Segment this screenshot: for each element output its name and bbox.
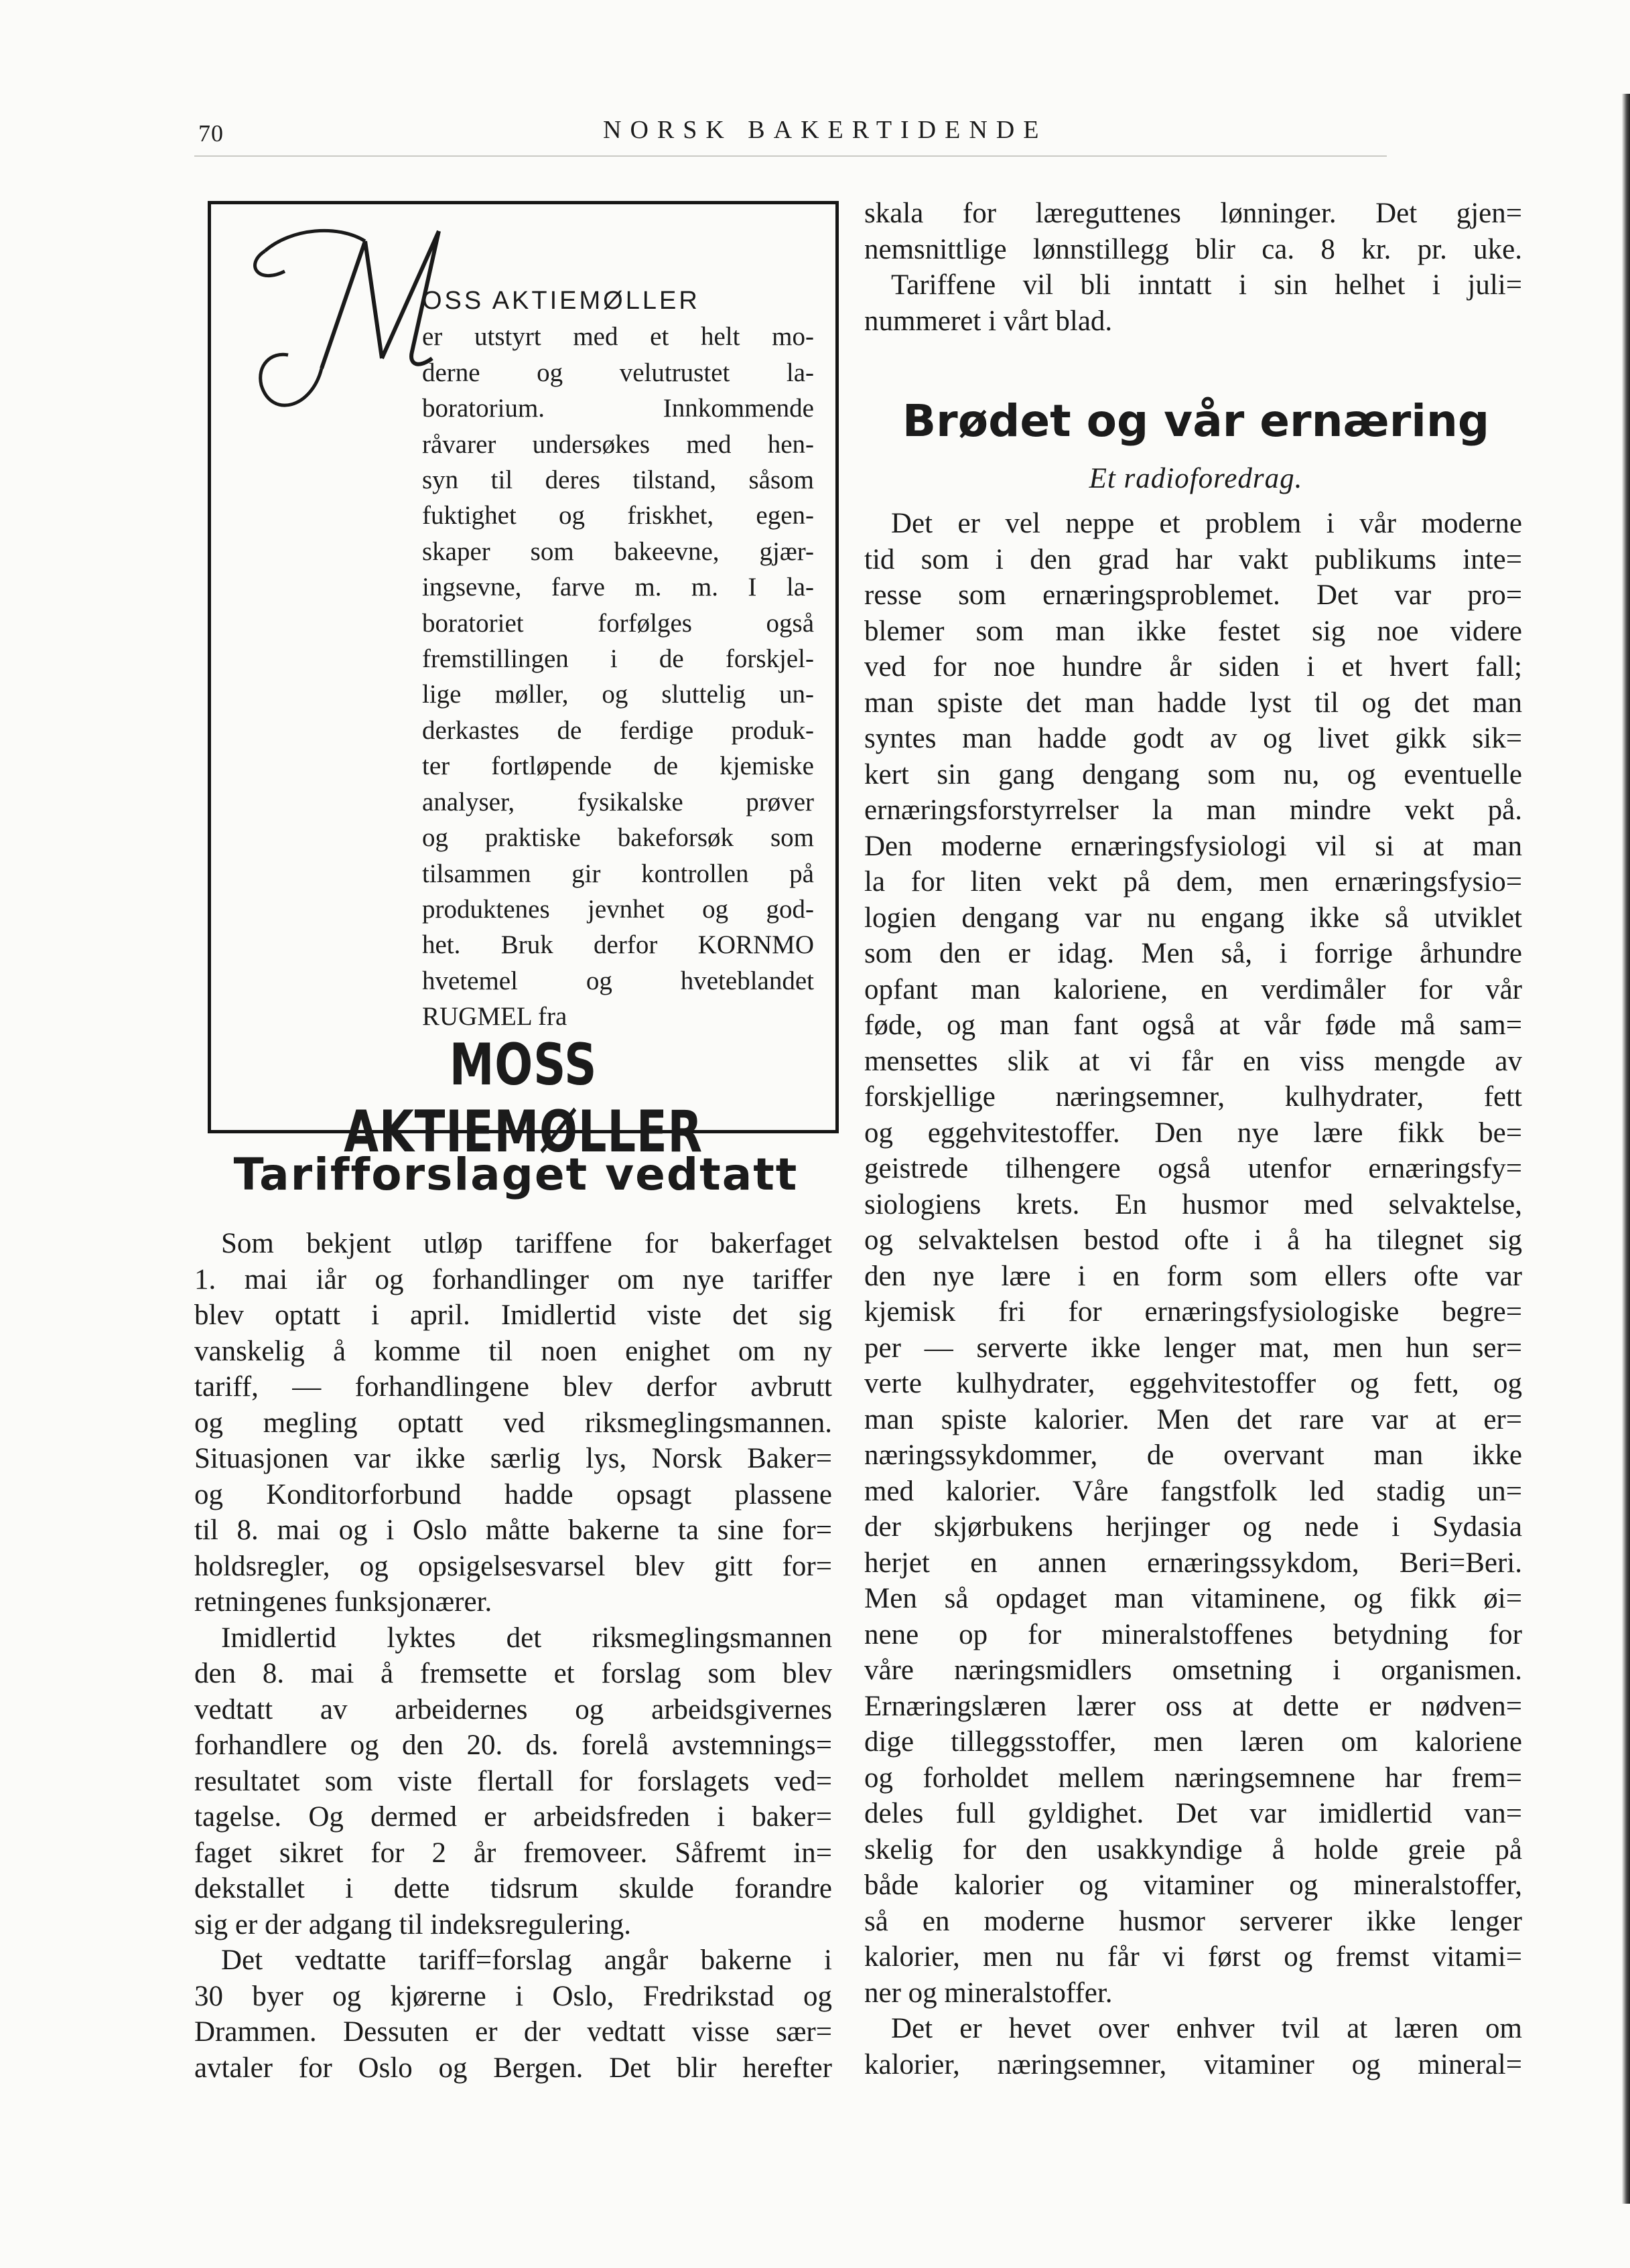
text-line: vanskelig å komme til noen enighet om ny [194, 1335, 832, 1367]
text-line: Det er hevet over enhver tvil at læren om [891, 2013, 1522, 2044]
text-line: logien dengang var nu engang ikke så utviklet [864, 902, 1522, 934]
text-line: og forholdet mellem næringsemnene har frem= [864, 1762, 1522, 1794]
text-line: så en moderne husmor serverer ikke lenger [864, 1905, 1522, 1937]
text-line: dige tilleggsstoffer, men læren om kaloriene [864, 1726, 1522, 1758]
text-line: Drammen. Dessuten er der vedtatt visse sær= [194, 2016, 832, 2048]
ad-line: OSS AKTIEMØLLER [422, 287, 700, 315]
tariff-article-body [194, 1226, 832, 2086]
text-line: nemsnittlige lønnstillegg blir ca. 8 kr. pr. uke. [864, 233, 1522, 265]
text-line: nummeret i vårt blad. [864, 305, 1113, 337]
text-line: kalorier, men nu får vi først og fremst vitami= [864, 1941, 1522, 1973]
text-line: resse som ernæringsproblemet. Det var pro= [864, 579, 1522, 611]
text-line: Det er vel neppe et problem i vår moderne [891, 508, 1522, 539]
ad-line: fuktighet og friskhet, egen- [422, 501, 814, 530]
text-line: ner og mineralstoffer. [864, 1977, 1113, 2009]
text-line: herjet en annen ernæringssykdom, Beri=Beri. [864, 1547, 1522, 1579]
text-line: Ernæringslæren lærer oss at dette er nødven= [864, 1690, 1522, 1722]
tariff-article-continuation [864, 196, 1522, 339]
text-line: man spiste kalorier. Men det rare var at er= [864, 1403, 1522, 1435]
header-rule [194, 155, 1387, 157]
text-line: siologiens krets. En husmor med selvaktelse, [864, 1188, 1522, 1220]
ad-line: er utstyrt med et helt mo- [422, 322, 814, 352]
text-line: syntes man hadde godt av og livet gikk sik= [864, 723, 1522, 754]
text-line: dekstallet i dette tidsrum skulde forandre [194, 1873, 832, 1904]
text-line: den nye lære i en form som ellers ofte var [864, 1260, 1522, 1292]
text-line: vedtatt av arbeidernes og arbeidsgivernes [194, 1693, 832, 1725]
ad-line: tilsammen gir kontrollen på [422, 859, 814, 888]
text-line: næringssykdommer, de overvant man ikke [864, 1439, 1522, 1471]
text-line: og eggehvitestoffer. Den nye lære fikk be= [864, 1117, 1522, 1149]
text-line: retningenes funksjonærer. [194, 1586, 492, 1618]
ad-line: lige møller, og sluttelig un- [422, 680, 814, 709]
ad-line: råvarer undersøkes med hen- [422, 429, 814, 459]
ad-line: ingsevne, farve m. m. I la- [422, 573, 814, 602]
text-line: holdsregler, og opsigelsesvarsel blev gitt for= [194, 1550, 832, 1582]
text-line: resultatet som viste flertall for forslagets ved= [194, 1765, 832, 1797]
text-line: og megling optatt ved riksmeglingsmannen. [194, 1407, 832, 1439]
page-edge-shadow [1622, 94, 1630, 2204]
text-line: forhandlere og den 20. ds. forelå avstemnings= [194, 1729, 832, 1761]
text-line: man spiste det man hadde lyst til og det man [864, 687, 1522, 719]
ad-line: ter fortløpende de kjemiske [422, 752, 814, 781]
nutrition-article-subtitle: Et radioforedrag. [1089, 463, 1303, 494]
text-line: våre næringsmidlers omsetning i organismen. [864, 1654, 1522, 1686]
text-line: Tariffene vil bli inntatt i sin helhet i juli= [891, 269, 1522, 301]
text-line: tariff, — forhandlingene blev derfor avbrutt [194, 1371, 832, 1403]
text-line: der skjørbukens herjinger og nede i Sydasia [864, 1511, 1522, 1543]
text-line: føde, og man fant også at vår føde må sam= [864, 1009, 1522, 1041]
page-number: 70 [198, 120, 224, 147]
running-title: NORSK BAKERTIDENDE [603, 116, 1048, 144]
text-line: Situasjonen var ikke særlig lys, Norsk Baker= [194, 1443, 832, 1474]
paragraph [864, 2011, 1522, 2082]
ad-line: boratorium. Innkommende [422, 394, 814, 423]
text-line: Som bekjent utløp tariffene for bakerfaget [221, 1228, 832, 1259]
text-line: per — serverte ikke lenger mat, men hun ser= [864, 1332, 1522, 1364]
text-line: verte kulhydrater, eggehvitestoffer og fett, og [864, 1368, 1522, 1399]
ad-line: hvetemel og hveteblandet [422, 966, 814, 995]
text-line: som den er idag. Men så, i forrige århundre [864, 938, 1522, 969]
text-line: opfant man kaloriene, en verdimåler for vår [864, 973, 1522, 1005]
text-line: med kalorier. Våre fangstfolk led stadig un= [864, 1475, 1522, 1507]
text-line: kjemisk fri for ernæringsfysiologiske begre= [864, 1296, 1522, 1328]
ad-line: derne og velutrustet la- [422, 358, 814, 387]
text-line: både kalorier og vitaminer og mineralstoffer, [864, 1869, 1522, 1901]
text-line: faget sikret for 2 år fremoveer. Såfremt in= [194, 1837, 832, 1869]
ad-line: derkastes de ferdige produk- [422, 715, 814, 745]
nutrition-article-body [864, 506, 1522, 2082]
paragraph [864, 506, 1522, 2011]
text-line: til 8. mai og i Oslo måtte bakerne ta sine for= [194, 1514, 832, 1546]
paragraph [864, 267, 1522, 339]
text-line: mensettes slik at vi får en viss mengde av [864, 1045, 1522, 1077]
paragraph [194, 1942, 832, 2086]
text-line: Men så opdaget man vitaminene, og fikk øi= [864, 1583, 1522, 1614]
ad-line: og praktiske bakeforsøk som [422, 823, 814, 853]
text-line: tagelse. Og dermed er arbeidsfreden i baker= [194, 1801, 832, 1833]
ad-company-name: MOSS AKTIEMØLLER [344, 1032, 703, 1165]
text-line: Imidlertid lyktes det riksmeglingsmannen [221, 1622, 832, 1654]
text-line: nene op for mineralstoffenes betydning for [864, 1618, 1522, 1650]
ad-line: RUGMEL fra [422, 1002, 567, 1032]
text-line: skelig for den usakkyndige å holde greie på [864, 1833, 1522, 1865]
ad-line: het. Bruk derfor KORNMO [422, 930, 814, 960]
text-line: Det vedtatte tariff=forslag angår bakerne i [221, 1944, 832, 1976]
text-line: sig er der adgang til indeksregulering. [194, 1908, 631, 1940]
ad-line: skaper som bakeevne, gjær- [422, 537, 814, 566]
text-line: og Konditorforbund hadde opsagt plassene [194, 1478, 832, 1510]
paragraph [864, 196, 1522, 267]
text-line: forskjellige næringsemner, kulhydrater, fett [864, 1081, 1522, 1113]
text-line: ved for noe hundre år siden i et hvert fall; [864, 651, 1522, 683]
text-line: kert sin gang dengang som nu, og eventuelle [864, 758, 1522, 790]
tariff-article-heading: Tarifforslaget vedtatt [233, 1149, 799, 1200]
text-line: den 8. mai å fremsette et forslag som blev [194, 1658, 832, 1689]
ad-body-text [422, 283, 814, 1035]
nutrition-article-heading: Brødet og vår ernæring [902, 395, 1490, 447]
moss-aktiemoller-advertisement [208, 201, 839, 1165]
text-line: 1. mai iår og forhandlinger om nye tariffer [194, 1263, 832, 1295]
text-line: ernæringsforstyrrelser la man mindre vekt på. [864, 794, 1522, 826]
text-line: tid som i den grad har vakt publikums inte= [864, 543, 1522, 575]
ad-line: produktenes jevnhet og god- [422, 894, 814, 924]
paragraph [194, 1620, 832, 1943]
ad-line: fremstillingen i de forskjel- [422, 644, 814, 674]
text-line: blemer som man ikke festet sig noe videre [864, 615, 1522, 647]
text-line: og selvaktelsen bestod ofte i å ha tilegnet sig [864, 1224, 1522, 1256]
text-line: avtaler for Oslo og Bergen. Det blir herefter [194, 2052, 832, 2084]
text-line: 30 byer og kjørerne i Oslo, Fredrikstad og [194, 1980, 832, 2012]
text-line: la for liten vekt på dem, men ernæringsfysio= [864, 866, 1522, 898]
text-line: kalorier, næringsemner, vitaminer og mineral= [864, 2048, 1522, 2080]
text-line: blev optatt i april. Imidlertid viste det sig [194, 1299, 832, 1331]
text-line: geistrede tilhengere også utenfor ernæringsfy= [864, 1153, 1522, 1184]
ad-line: syn til deres tilstand, såsom [422, 466, 814, 495]
paragraph [194, 1226, 832, 1620]
ad-line: analyser, fysikalske prøver [422, 787, 814, 817]
text-line: deles full gyldighet. Det var imidlertid van= [864, 1798, 1522, 1829]
text-line: skala for læreguttenes lønninger. Det gjen= [864, 198, 1522, 229]
ad-line: boratoriet forfølges også [422, 608, 814, 638]
text-line: Den moderne ernæringsfysiologi vil si at man [864, 830, 1522, 862]
